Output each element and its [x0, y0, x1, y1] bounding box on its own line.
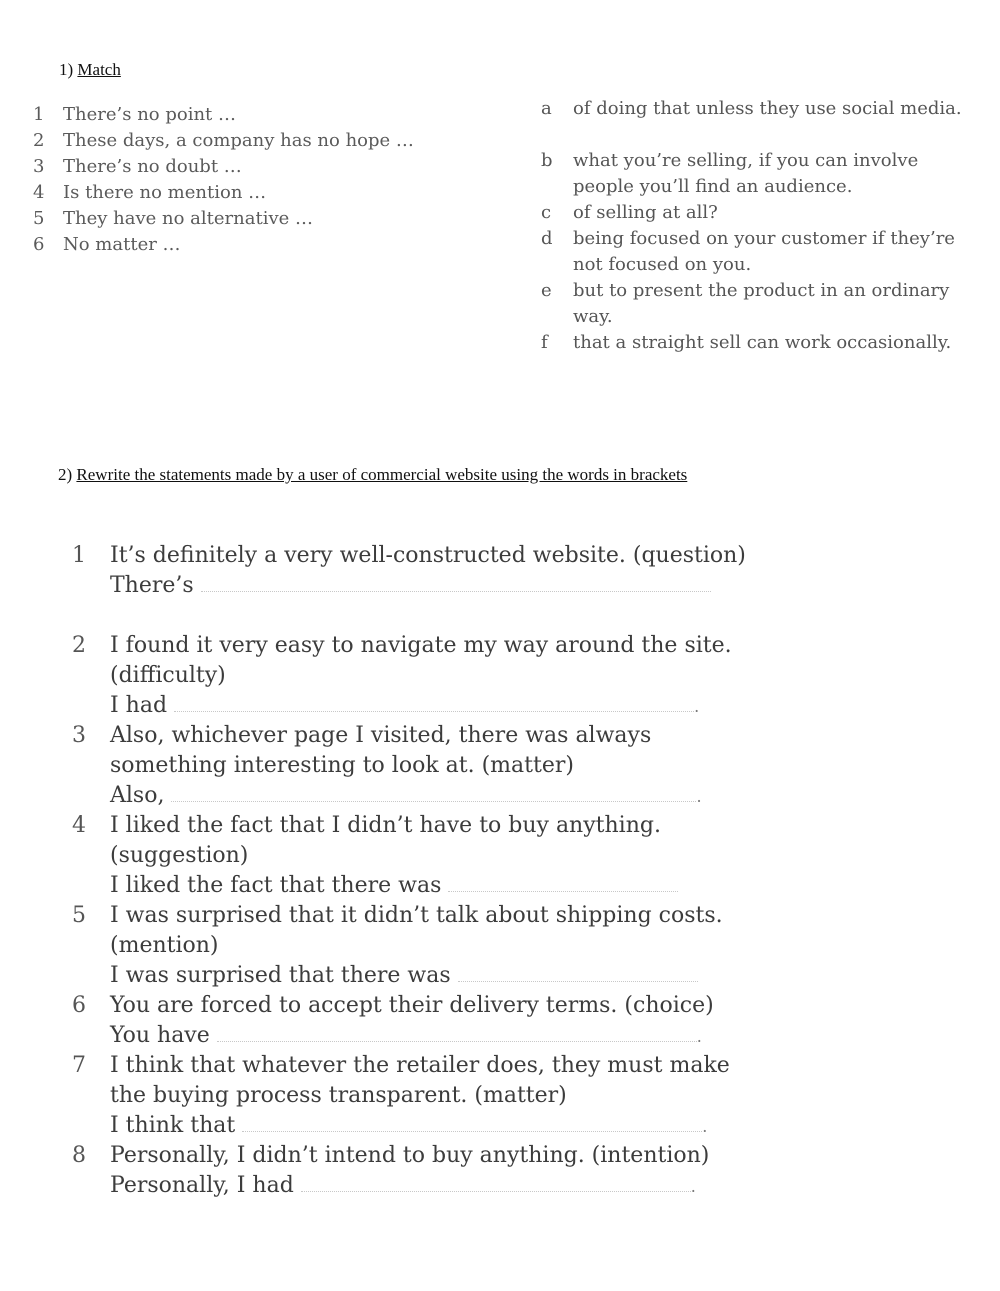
section-2-heading: Rewrite the statements made by a user of commercial website using the words in brackets — [76, 465, 688, 484]
section-2-number: 2) — [58, 465, 73, 484]
rewrite-item: 5 I was surprised that it didn’t talk about shipping costs. (mention) I was surprised that there was — [72, 903, 723, 988]
rewrite-prompt: I think that — [110, 1113, 236, 1138]
answer-blank[interactable] — [201, 573, 711, 592]
answer-blank[interactable] — [301, 1173, 691, 1192]
rewrite-prompt: There’s — [110, 573, 194, 598]
rewrite-statement: I found it very easy to navigate my way around the site. (difficulty) — [110, 633, 732, 688]
rewrite-prompt: I had — [110, 693, 168, 718]
rewrite-prompt: You have — [110, 1023, 210, 1048]
rewrite-item: 4 I liked the fact that I didn’t have to buy anything. (suggestion) I liked the fact that there was — [72, 811, 772, 901]
rewrite-prompt: I liked the fact that there was — [110, 873, 442, 898]
answer-blank[interactable] — [171, 783, 696, 802]
rewrite-statement: I was surprised that it didn’t talk about shipping costs. (mention) — [110, 903, 723, 958]
match-ending: e but to present the product in an ordinary way. — [541, 280, 950, 327]
rewrite-prompt: Also, — [110, 783, 165, 808]
match-ending: c of selling at all? — [541, 202, 718, 223]
rewrite-item: 7 I think that whatever the retailer does, they must make the buying process transparent. (matter) I think that . — [72, 1053, 730, 1138]
answer-blank[interactable] — [458, 963, 698, 982]
section-1-title — [59, 60, 121, 80]
rewrite-statement: You are forced to accept their delivery terms. (choice) — [110, 993, 714, 1018]
rewrite-prompt: I was surprised that there was — [110, 963, 451, 988]
answer-blank[interactable] — [448, 873, 678, 892]
rewrite-prompt: Personally, I had — [110, 1173, 294, 1198]
answer-blank[interactable] — [242, 1113, 702, 1132]
match-stem: 2 These days, a company has no hope … — [33, 130, 414, 151]
match-stem: 5 They have no alternative … — [33, 208, 313, 229]
rewrite-statement: Personally, I didn’t intend to buy anything. (intention) — [110, 1143, 710, 1168]
match-stem: 3 There’s no doubt … — [33, 156, 242, 177]
rewrite-item: 6 You are forced to accept their delivery terms. (choice) You have . — [72, 993, 714, 1048]
rewrite-statement: It’s definitely a very well-constructed website. (question) — [110, 543, 746, 568]
match-ending: d being focused on your customer if they’re not focused on you. — [541, 228, 955, 275]
match-stem: 1 There’s no point … — [33, 104, 237, 125]
match-ending: b what you’re selling, if you can involve people you’ll find an audience. — [541, 150, 919, 197]
rewrite-item: 8 Personally, I didn’t intend to buy anything. (intention) Personally, I had . — [72, 1143, 710, 1198]
match-ending: f that a straight sell can work occasionally. — [541, 332, 952, 353]
rewrite-item: 2 I found it very easy to navigate my way around the site. (difficulty) I had . — [72, 633, 732, 718]
rewrite-statement: I liked the fact that I didn’t have to buy anything. (suggestion) — [110, 813, 661, 868]
match-stem: 6 No matter … — [33, 234, 181, 255]
answer-blank[interactable] — [217, 1023, 697, 1042]
rewrite-statement: Also, whichever page I visited, there was always something interesting to look at. (matter) — [110, 723, 652, 778]
section-1-number: 1) — [59, 60, 74, 79]
rewrite-statement: I think that whatever the retailer does, they must make the buying process transparent. (matter) — [110, 1053, 730, 1108]
match-ending: a of doing that unless they use social media. — [541, 98, 962, 119]
section-1-heading: Match — [77, 60, 121, 79]
rewrite-item: 1 It’s definitely a very well-constructed website. (question) There’s — [72, 543, 746, 598]
section-2-title — [58, 465, 687, 485]
rewrite-item: 3 Also, whichever page I visited, there was always something interesting to look at. (matter) Also, . — [72, 723, 702, 808]
answer-blank[interactable] — [174, 693, 694, 712]
match-stem: 4 Is there no mention … — [33, 182, 267, 203]
